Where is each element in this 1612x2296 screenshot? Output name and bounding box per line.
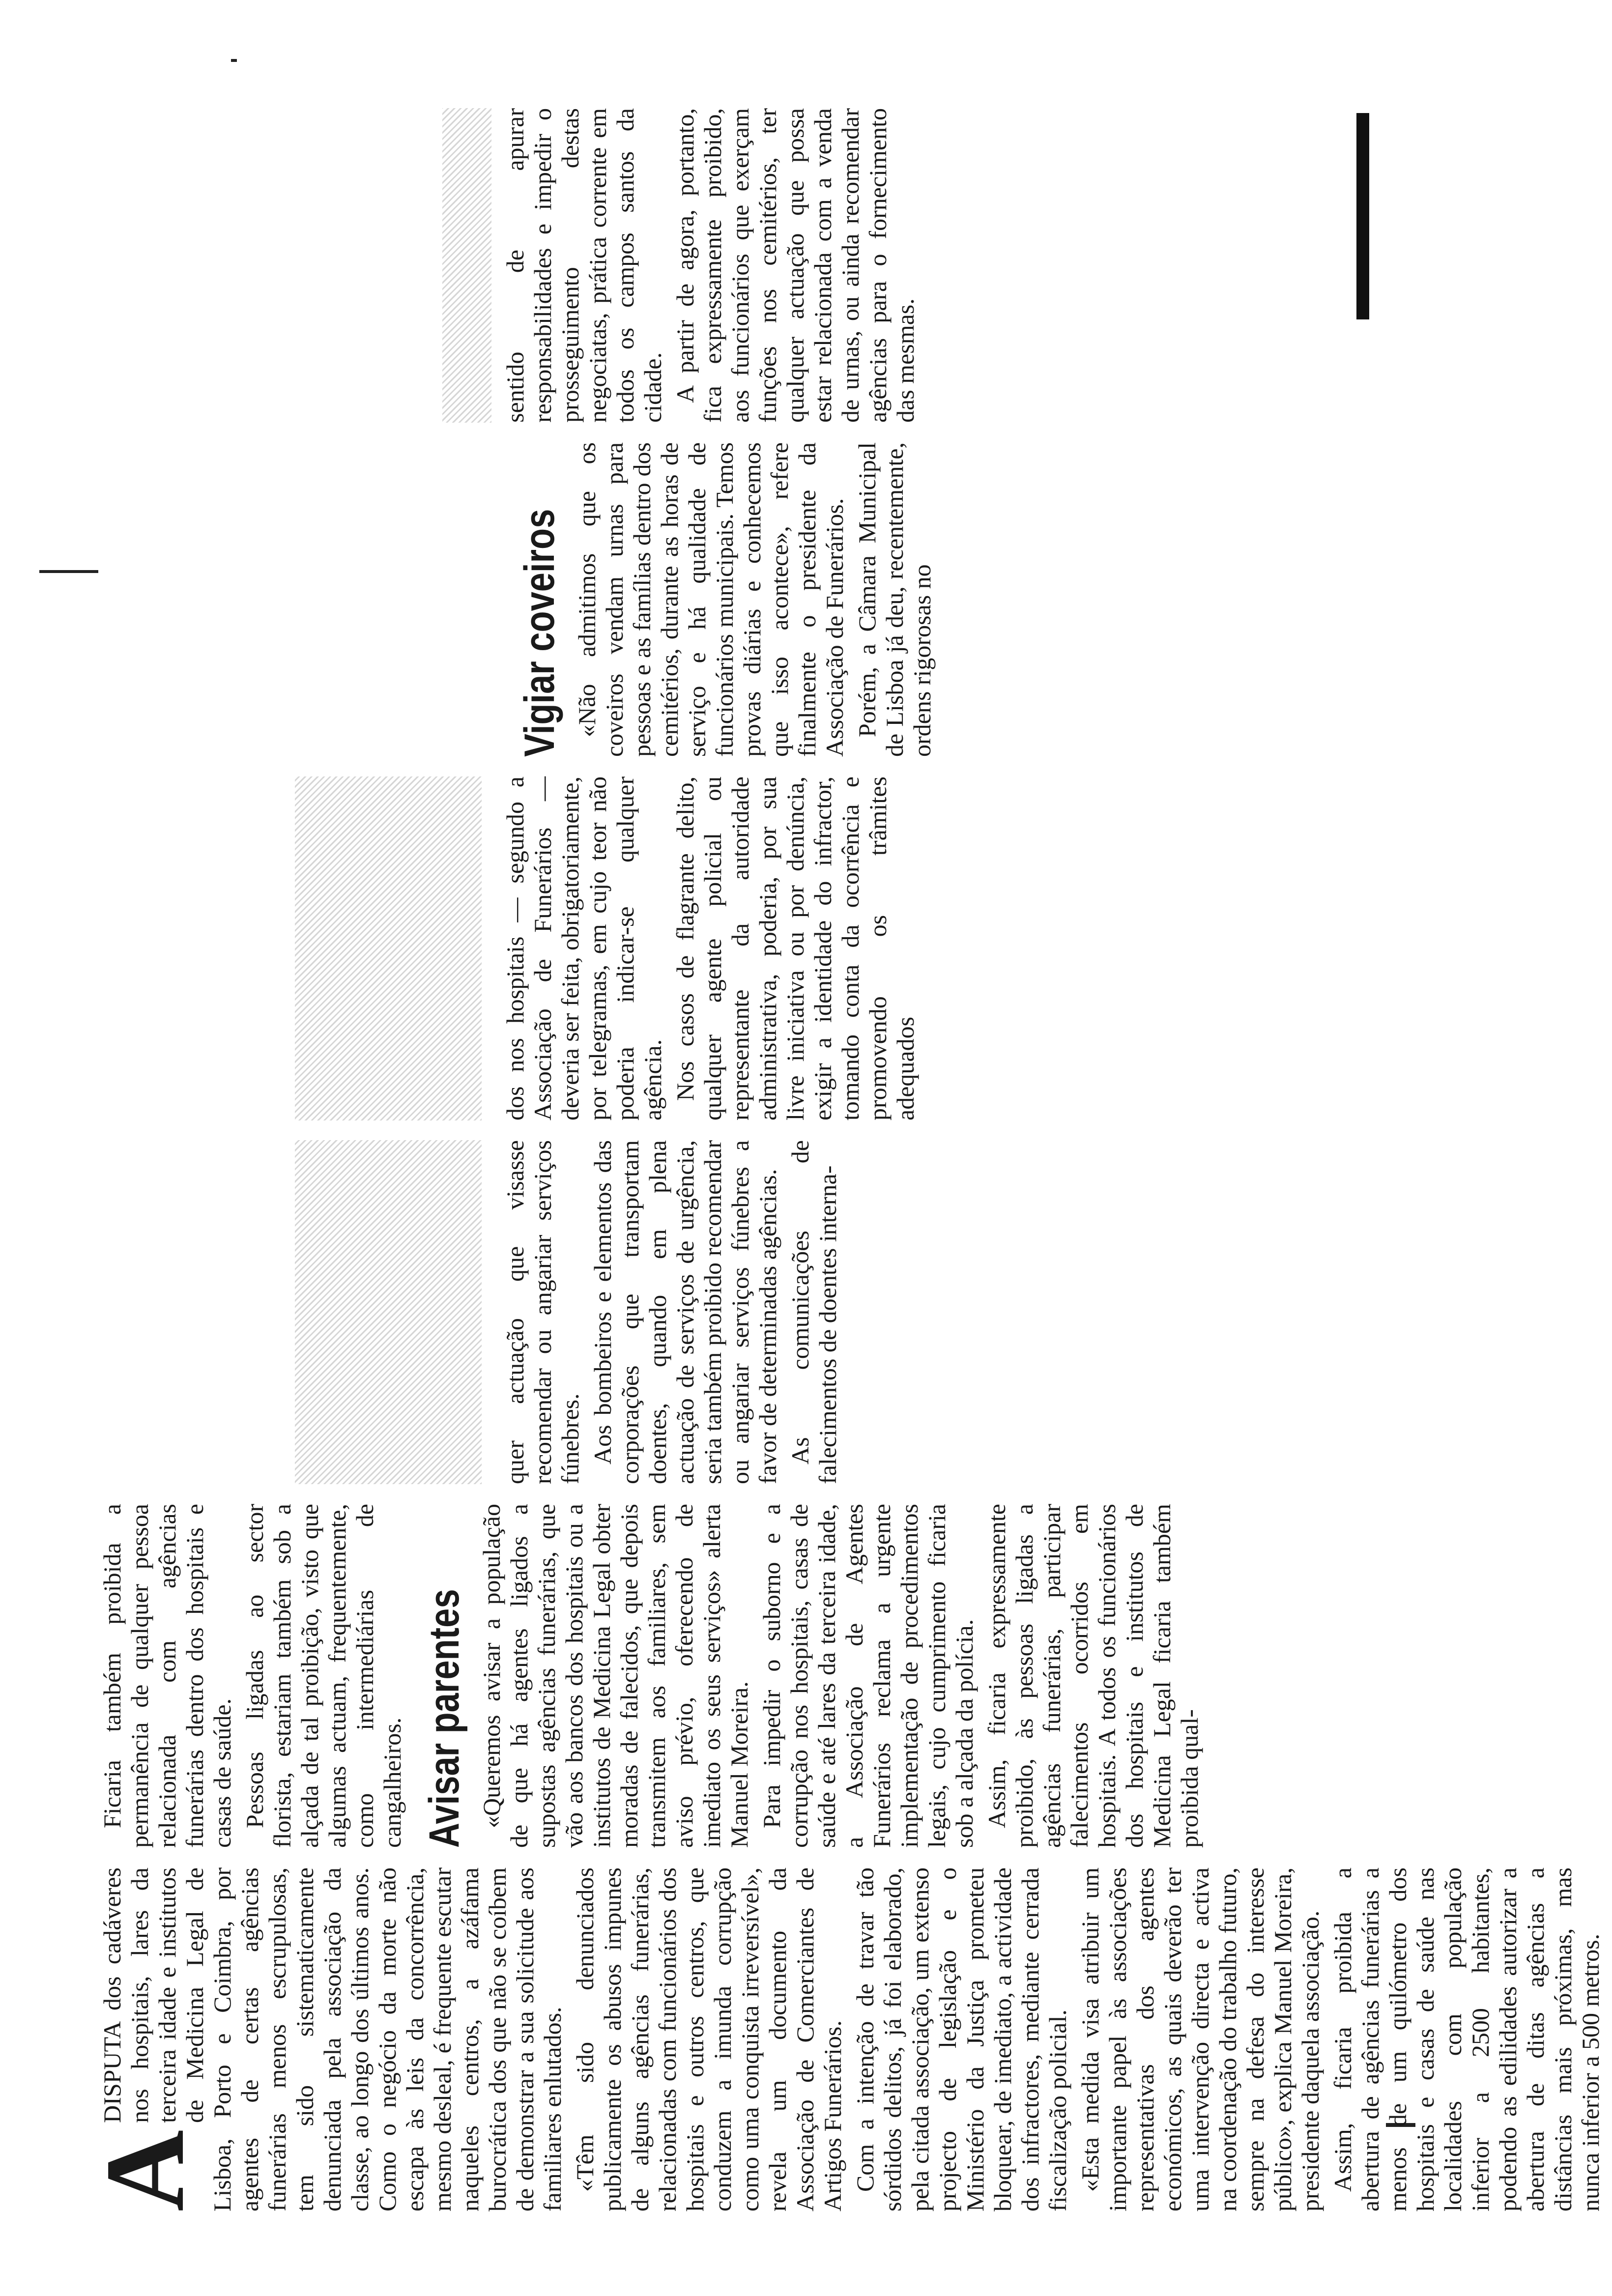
- scan-edge-bar: [1356, 113, 1369, 319]
- scan-mark: [39, 570, 98, 573]
- column-6: [501, 108, 924, 423]
- column-3: [501, 1140, 846, 1484]
- column-1: [82, 1867, 1609, 2211]
- paragraph: Assim, ficaria proibida a abertura de agências funerárias a menos de um quilómetro dos hospitais e casas de saúde nas localidades com população inferior a 2500 habitantes, podendo as edilidades autorizar a abertura de ditas agências a distâncias mais próximas, mas nunca inferior a 500 metros.: [1329, 1867, 1604, 2211]
- scan-noise: [295, 1140, 482, 1484]
- paragraph: Nos casos de flagrante delito, qualquer agente policial ou representante da autoridade administrativa, poderia, por sua livre iniciativa ou por denúncia, exigir a identidade do infractor, tomando conta da ocorrência e promovendo os trâmites adequados: [671, 776, 919, 1120]
- paragraph: Para impedir o suborno e a corrupção nos hospitais, casas de saúde e até lares da terceira idade, a Associação de Agentes Funerários reclama a urgente implementação de procedimentos legais, cujo cumprimento ficaria sob a alçada da polícia.: [758, 1504, 978, 1848]
- paragraph: Pessoas ligadas ao sector florista, estariam também sob a alçada de tal proibição, visto que algumas actuam, frequentemente, como intermediárias de cangalheiros.: [241, 1504, 406, 1848]
- drop-cap: A: [82, 2129, 207, 2211]
- paragraph: Porém, a Câmara Municipal de Lisboa já deu, recentemente, ordens rigorosas no: [853, 442, 936, 757]
- paragraph: «Esta medida visa atribuir um importante papel às associações representativas dos agentes económicos, as quais deverão ter uma intervenção directa e activa na coordenação do trabalho futuro, sempre na defesa do interesse público», explica Manuel Moreira, presidente daquela associação.: [1076, 1867, 1324, 2211]
- subheading-avisar-parentes: Avisar parentes: [421, 1589, 468, 1848]
- paragraph: «Têm sido denunciados publicamente os abusos impunes de alguns agências funerárias, relacionadas com funcionários dos hospitais e outros centros, que conduzem a imunda corrupção como uma conquista irreversível», revela um documento da Associação de Comerciantes de Artigos Funerários.: [571, 1867, 846, 2211]
- paragraph: quer actuação que visasse recomendar ou angariar serviços fúnebres.: [501, 1140, 584, 1484]
- paragraph: Ficaria também proibida a permanência de qualquer pessoa relacionada com agências funerárias dentro dos hospitais e casas de saúde.: [98, 1504, 236, 1848]
- scan-noise: [295, 776, 482, 1120]
- subheading-vigiar-coveiros: Vigiar coveiros: [516, 509, 563, 757]
- paragraph: DISPUTA dos cadáveres nos hospitais, lares da terceira idade e institutos de Medicina Legal de Lisboa, Porto e Coimbra, por agentes de certas agências funerárias menos escrupulosas, tem sido sistematicamente denunciada pela associação da classe, ao longo dos últimos anos. Como o negócio da morte não escapa às leis da concorrência, mesmo desleal, é frequente escutar naqueles centros, a azáfama burocrática dos que não se coíbem de demonstrar a sua solicitude aos familiares enlutados.: [98, 1867, 566, 2211]
- column-4: [501, 776, 924, 1120]
- scan-noise: [442, 108, 491, 423]
- paragraph: A partir de agora, portanto, fica expressamente proibido, aos funcionários que exerçam funções nos cemitérios, ter qualquer actuação que possa estar relacionada com a venda de urnas, ou ainda recomendar agências para o fornecimento das mesmas.: [671, 108, 919, 423]
- column-2: [98, 1504, 1208, 1848]
- scan-mark: [231, 59, 237, 62]
- paragraph: As comunicações de falecimentos de doentes interna-: [786, 1140, 841, 1484]
- paragraph: dos nos hospitais — segundo a Associação de Funerários — deveria ser feita, obrigatoriamente, por telegramas, em cujo teor não poderia indicar-se qualquer agência.: [501, 776, 666, 1120]
- paragraph: Assim, ficaria expressamente proibido, às pessoas ligadas a agências funerárias, participar falecimentos ocorridos em hospitais. A todos os funcionários dos hospitais e institutos de Medicina Legal ficaria também proibida qual-: [983, 1504, 1203, 1848]
- paragraph: «Queremos avisar a população de que há agentes ligados a supostas agências funerárias, que vão aos bancos dos hospitais ou a institutos de Medicina Legal obter moradas de falecidos, que depois transmitem aos familiares, sem aviso prévio, oferecendo de imediato os seus serviços» alerta Manuel Moreira.: [478, 1504, 753, 1848]
- newspaper-clipping: [82, 98, 1604, 2211]
- column-5: [501, 442, 941, 757]
- paragraph: Aos bombeiros e elementos das corporações que transportam doentes, quando em plena actuação de serviços de urgência, seria também proibido recomendar ou angariar serviços fúnebres a favor de determinadas agências.: [589, 1140, 781, 1484]
- paragraph: Com a intenção de travar tão sórdidos delitos, já foi elaborado, pela citada associação, um extenso projecto de legislação e o Ministério da Justiça prometeu bloquear, de imediato, a actividade dos infractores, mediante cerrada fiscalização policial.: [851, 1867, 1071, 2211]
- paragraph: «Não admitimos que os coveiros vendam urnas para pessoas e as famílias dentro dos cemitérios, durante as horas de serviço e há qualidade de funcionários municipais. Temos provas diárias e conhecemos que isso acontece», refere finalmente o presidente da Associação de Funerários.: [573, 442, 848, 757]
- paragraph: sentido de apurar responsabilidades e impedir o prosseguimento destas negociatas, prática corrente em todos os campos santos da cidade.: [501, 108, 666, 423]
